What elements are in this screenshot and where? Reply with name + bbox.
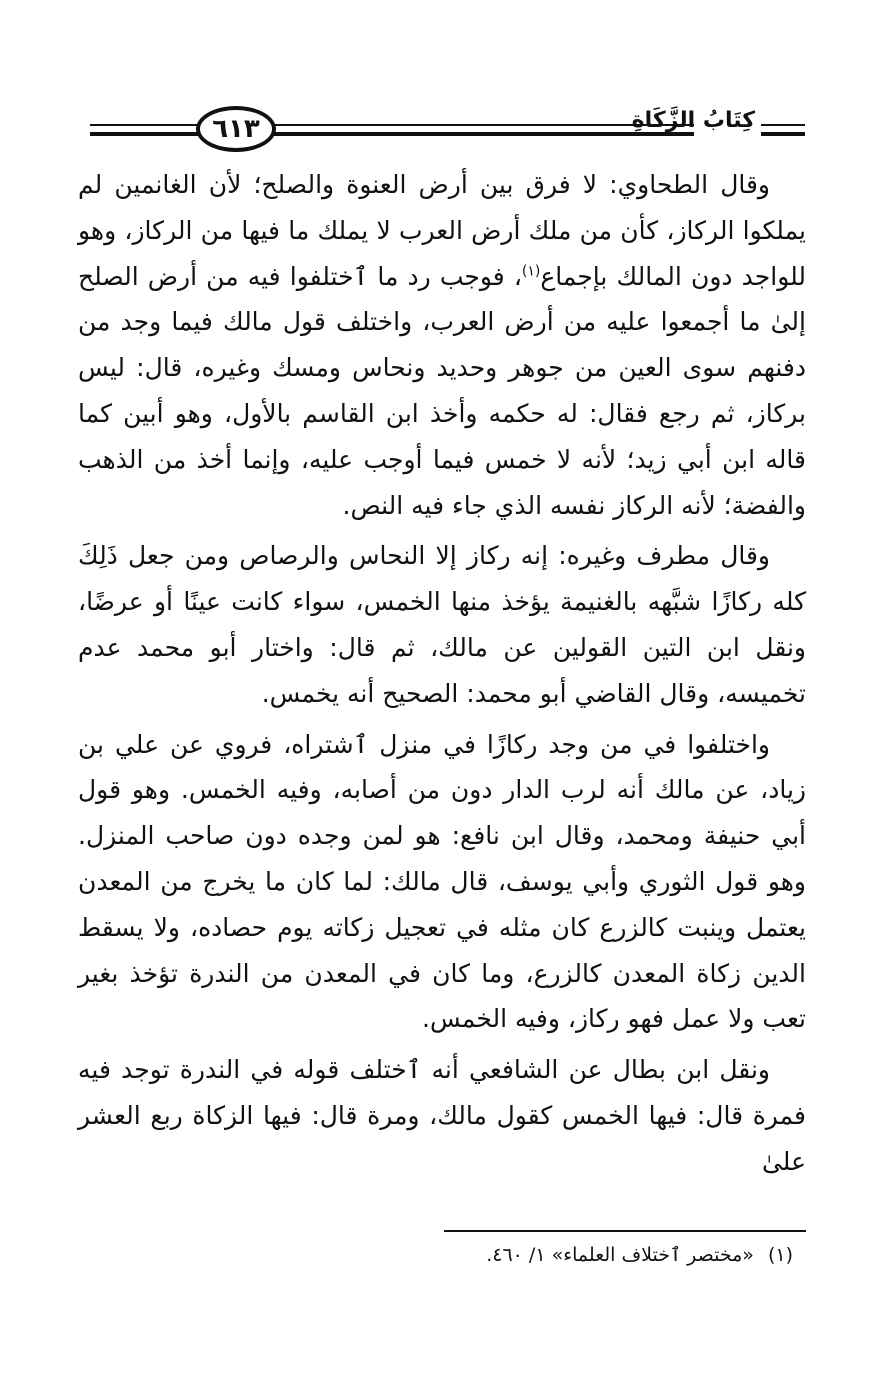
footnote-marker: (١) [767,1244,793,1266]
paragraph: واختلفوا في من وجد ركازًا في منزل ٱشتراه، فروي عن علي بن زياد، عن مالك أنه لرب الدار دون من أصابه، وفيه الخمس. وهو قول أبي حنيفة ومحمد، وقال ابن نافع: هو لمن وجده دون صاحب المنزل. وهو قول الثوري وأبي يوسف، قال مالك: لما كان ما يخرج من المعدن يعتمل وينبت كالزرع كان مثله في تعجيل زكاته يوم حصاده، ولا يسقط الدين زكاة المعدن كالزرع، وما كان في المعدن من الندرة تؤخذ بغير تعب ولا عمل فهو ركاز، وفيه الخمس. [78,729,806,1034]
header-rule [90,124,200,126]
paragraph-text: ، فوجب رد ما ٱختلفوا فيه من أرض الصلح إلىٰ ما أجمعوا عليه من أرض العرب، واختلف قول مالك فيما وجد من دفنهم سوى العين من جوهر وحديد ونحاس ومسك وغيره، قال: ليس بركاز، ثم رجع فقال: له حكمه وأخذ ابن القاسم بالأول، وهو أبين كما قاله ابن أبي زيد؛ لأنه لا خمس فيما أوجب عليه، وإنما أخذ من الذهب والفضة؛ لأنه الركاز نفسه الذي جاء فيه النص. [78,261,806,520]
paragraph-text: وقال الطحاوي: لا فرق بين أرض العنوة والصلح؛ لأن الغانمين لم يملكوا الركاز، كأن من ملك أرض العرب لا يملك ما فيها من الركاز، وهو للواجد دون المالك بإجماع [78,170,806,291]
header-rule [90,132,200,136]
main-text [78,162,806,1190]
paragraph: وقال مطرف وغيره: إنه ركاز إلا النحاس والرصاص ومن جعل ذَلِكَ كله ركازًا شبَّهه بالغنيمة يؤخذ منها الخمس، سواء كانت عينًا أو عرضًا، ونقل ابن التين القولين عن مالك، ثم قال: واختار أبو محمد عدم تخميسه، وقال القاضي أبو محمد: الصحيح أنه يخمس. [78,541,806,708]
paragraph [78,162,806,528]
page-number-frame [196,106,276,152]
header-rule [761,132,805,136]
footnote [486,1244,793,1266]
footnote-separator [444,1230,806,1232]
running-title: كِتَابُ الزَّكَاةِ [631,108,755,133]
page-number: ٦١٣ [212,114,260,144]
footnote-text: «مختصر ٱختلاف العلماء» ١/ ٤٦٠. [486,1244,754,1266]
paragraph: ونقل ابن بطال عن الشافعي أنه ٱختلف قوله في الندرة توجد فيه فمرة قال: فيها الخمس كقول مالك، ومرة قال: فيها الزكاة ربع العشر علىٰ [78,1055,806,1176]
footnote-reference: (١) [521,263,541,280]
header-rule [761,124,805,126]
page-header [80,98,805,162]
